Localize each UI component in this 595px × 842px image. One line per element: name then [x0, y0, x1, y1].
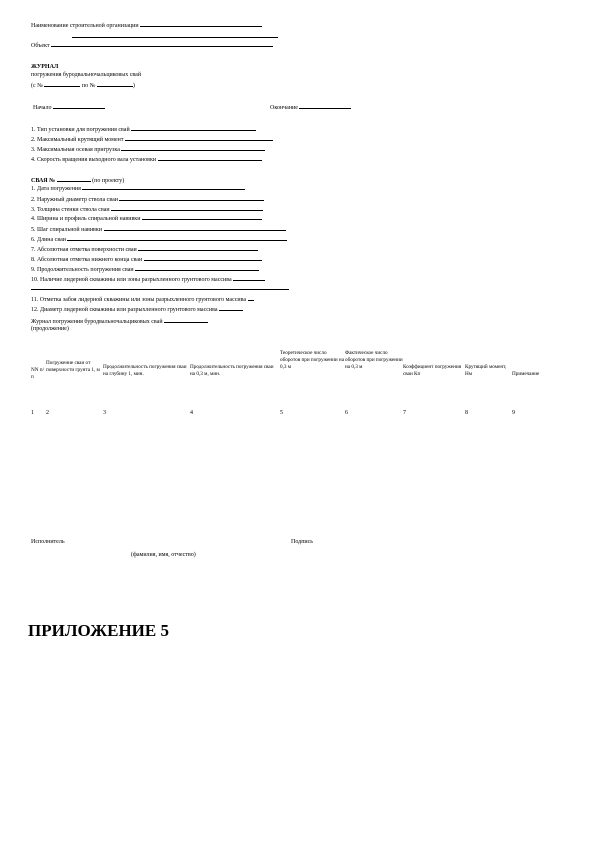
numbering-open: (с №	[31, 83, 43, 89]
start-line	[33, 102, 105, 112]
pile-by-project: (по проекту)	[92, 178, 125, 184]
col-number-1: 1	[31, 410, 34, 416]
col-number-2: 2	[46, 410, 49, 416]
journal-note-line1: Журнал погружения буродвальночальциковых свай	[31, 316, 208, 326]
executor-label: Исполнитель	[31, 539, 65, 545]
pile-field-10[interactable]	[233, 274, 265, 281]
end-line	[270, 102, 351, 112]
equipment-field-1[interactable]	[131, 124, 256, 131]
pile-field-5[interactable]	[104, 224, 286, 231]
name-hint: (фамилия, имя, отчество)	[131, 552, 196, 558]
signature-label: Подпись	[291, 539, 314, 545]
pile-item-9: 9. Продолжительность погружения сваи	[31, 264, 259, 274]
pile-field-8[interactable]	[144, 254, 262, 261]
col-header-7: Коэффициент погружения сваи Кп	[403, 364, 462, 378]
col-header-3: Продолжительность погружения сваи на глубину 1, мин.	[103, 364, 187, 378]
pile-number-field[interactable]	[57, 175, 91, 182]
journal-note-field[interactable]	[164, 316, 208, 323]
to-number-field[interactable]	[97, 80, 133, 87]
col-number-7: 7	[403, 410, 406, 416]
col-number-8: 8	[465, 410, 468, 416]
numbering-close: )	[132, 83, 135, 89]
col-number-4: 4	[190, 410, 193, 416]
object-field[interactable]	[51, 40, 273, 47]
equipment-field-2[interactable]	[125, 134, 273, 141]
pile-label: СВАЯ №	[31, 178, 56, 184]
col-header-6: Фактическое число оборотов при погружении на 0,3 м	[345, 350, 403, 371]
org-continuation-line	[72, 37, 278, 38]
pile-field-1[interactable]	[82, 183, 245, 190]
pile-field-11[interactable]	[248, 294, 254, 301]
col-header-8: Крутящий момент, Нм	[465, 364, 507, 378]
journal-title: ЖУРНАЛ	[31, 64, 59, 70]
col-header-1: NN п/п	[31, 367, 45, 381]
object-label: Объект	[31, 43, 50, 49]
pile-item-11: 11. Отметка забоя лидерной скважины или зоны разрыхленного грунтового массива	[31, 294, 254, 304]
from-number-field[interactable]	[44, 80, 80, 87]
col-number-3: 3	[103, 410, 106, 416]
journal-subtitle: погружения буродвальночальциковых свай	[31, 72, 142, 78]
col-header-5: Теоретическое число оборотов при погружении на 0,3 м	[280, 350, 344, 371]
pile-item-8: 8. Абсолютная отметка нижнего конца сваи	[31, 254, 262, 264]
appendix-title: ПРИЛОЖЕНИЕ 5	[28, 621, 169, 640]
start-field[interactable]	[53, 102, 105, 109]
org-label: Наименование строительной организации	[31, 23, 139, 29]
equipment-field-3[interactable]	[121, 144, 265, 151]
pile-field-2[interactable]	[119, 194, 264, 201]
col-number-9: 9	[512, 410, 515, 416]
col-header-9: Примечание	[512, 371, 540, 377]
pile-field-6[interactable]	[67, 234, 287, 241]
pile-item-5: 5. Шаг спиральной навивки	[31, 224, 286, 234]
pile-item-1: 1. Дата погружения	[31, 183, 245, 193]
pile-item-12: 12. Диаметр лидерной скважины или разрыхленного грунтового массива	[31, 304, 243, 314]
pile-field-7[interactable]	[138, 244, 258, 251]
end-label: Окончание	[270, 105, 298, 111]
col-header-4: Продолжительность погружения сваи на 0,3 м, мин.	[190, 364, 274, 378]
pile-field-3[interactable]	[111, 204, 263, 211]
pile-item-6: 6. Длина сваи	[31, 234, 287, 244]
numbering-to: по №	[81, 83, 96, 89]
journal-note-line2: (продолжение)	[31, 326, 69, 332]
journal-numbering	[31, 80, 135, 90]
pile-item-7: 7. Абсолютная отметка поверхности сваи	[31, 244, 258, 254]
col-number-6: 6	[345, 410, 348, 416]
org-field[interactable]	[140, 20, 262, 27]
pile-field-9[interactable]	[135, 264, 259, 271]
col-header-2: Погружение сваи от поверхности грунта 1, м	[46, 360, 100, 374]
equipment-item-4: 4. Скорость вращения выходного вала установки	[31, 154, 262, 164]
start-label: Начало	[33, 105, 52, 111]
pile-item-3: 3. Толщина стенки ствола сваи	[31, 204, 263, 214]
org-line	[31, 20, 262, 30]
pile-item-10: 10. Наличие лидерной скважины или зоны разрыхленного грунтового массива	[31, 274, 265, 284]
equipment-item-3: 3. Максимальная осевая пригрузка	[31, 144, 265, 154]
equipment-item-1: 1. Тип установки для погружения свай	[31, 124, 256, 134]
pile-field-12[interactable]	[219, 304, 243, 311]
pile-item-10-continuation	[31, 289, 289, 290]
pile-item-2: 2. Наружный диаметр ствола сваи	[31, 194, 264, 204]
end-field[interactable]	[299, 102, 351, 109]
equipment-item-2: 2. Максимальный крутящий момент	[31, 134, 273, 144]
col-number-5: 5	[280, 410, 283, 416]
pile-field-4[interactable]	[142, 213, 262, 220]
pile-item-4: 4. Ширина и профиль спиральной навивки	[31, 213, 262, 223]
object-line	[31, 40, 273, 50]
equipment-field-4[interactable]	[158, 154, 262, 161]
